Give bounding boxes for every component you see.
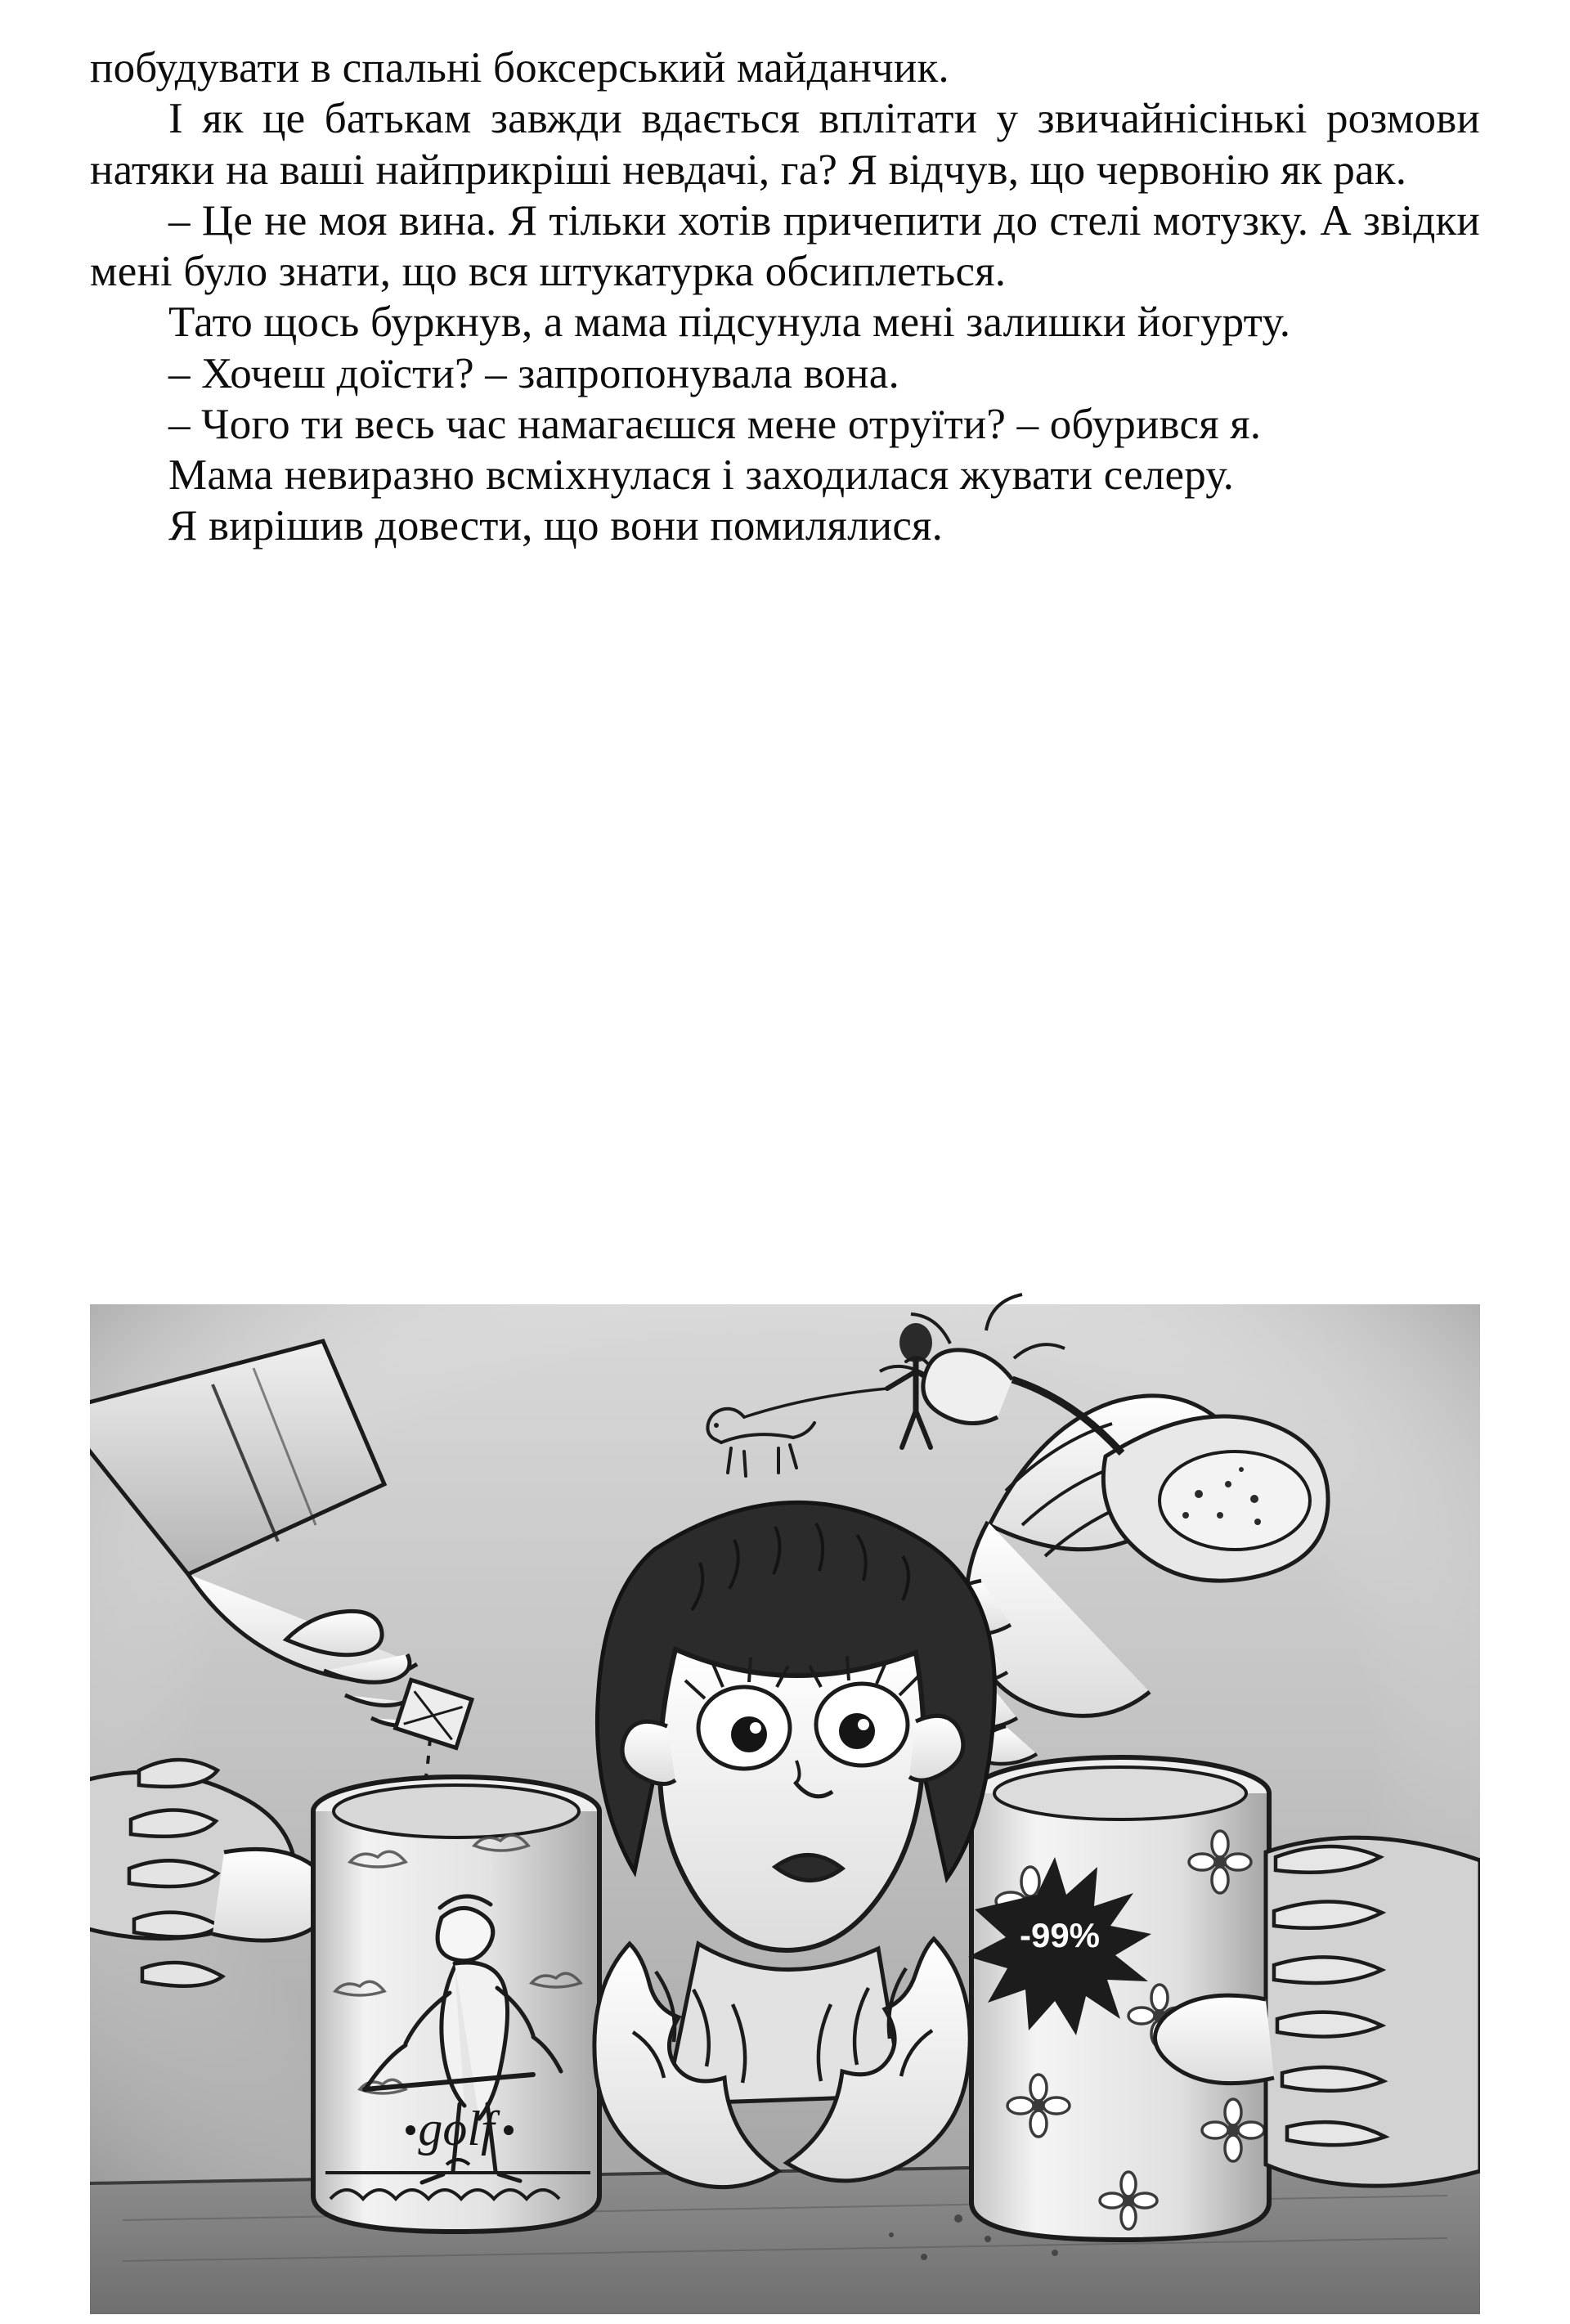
paragraph: Мама невиразно всміхнулася і заходилася жувати селеру. <box>168 451 1235 500</box>
page-text-block <box>90 43 1480 552</box>
paragraph: – Хочеш доїсти? – запропонувала вона. <box>168 349 899 397</box>
golf-mug <box>313 1777 599 2232</box>
paragraph: – Це не моя вина. Я тільки хотів причепити до стелі мотузку. А звідки мені було знати, що вся штукатурка обсиплеться. <box>90 196 1480 296</box>
paragraph: І як це батькам завжди вдається вплітати у звичайнісінькі розмови натяки на ваші найприкріші невдачі, га? Я відчув, що червонію як рак. <box>90 95 1480 194</box>
discount-badge-label: -99% <box>1019 1916 1101 1954</box>
paragraph: – Чого ти весь час намагаєшся мене отруїти? – обурився я. <box>168 400 1262 448</box>
paragraph: Я вирішив довести, що вони помилялися. <box>168 502 944 550</box>
illustration-container <box>0 1280 1570 2324</box>
illustration-artwork <box>90 1280 1480 2324</box>
paragraph: побудувати в спальні боксерський майданчик. <box>90 44 949 92</box>
svg-text:golf: golf <box>418 2102 495 2156</box>
paragraph: Тато щось буркнув, а мама підсунула мені залишки йогурту. <box>168 298 1291 347</box>
book-illustration <box>90 1280 1480 2324</box>
